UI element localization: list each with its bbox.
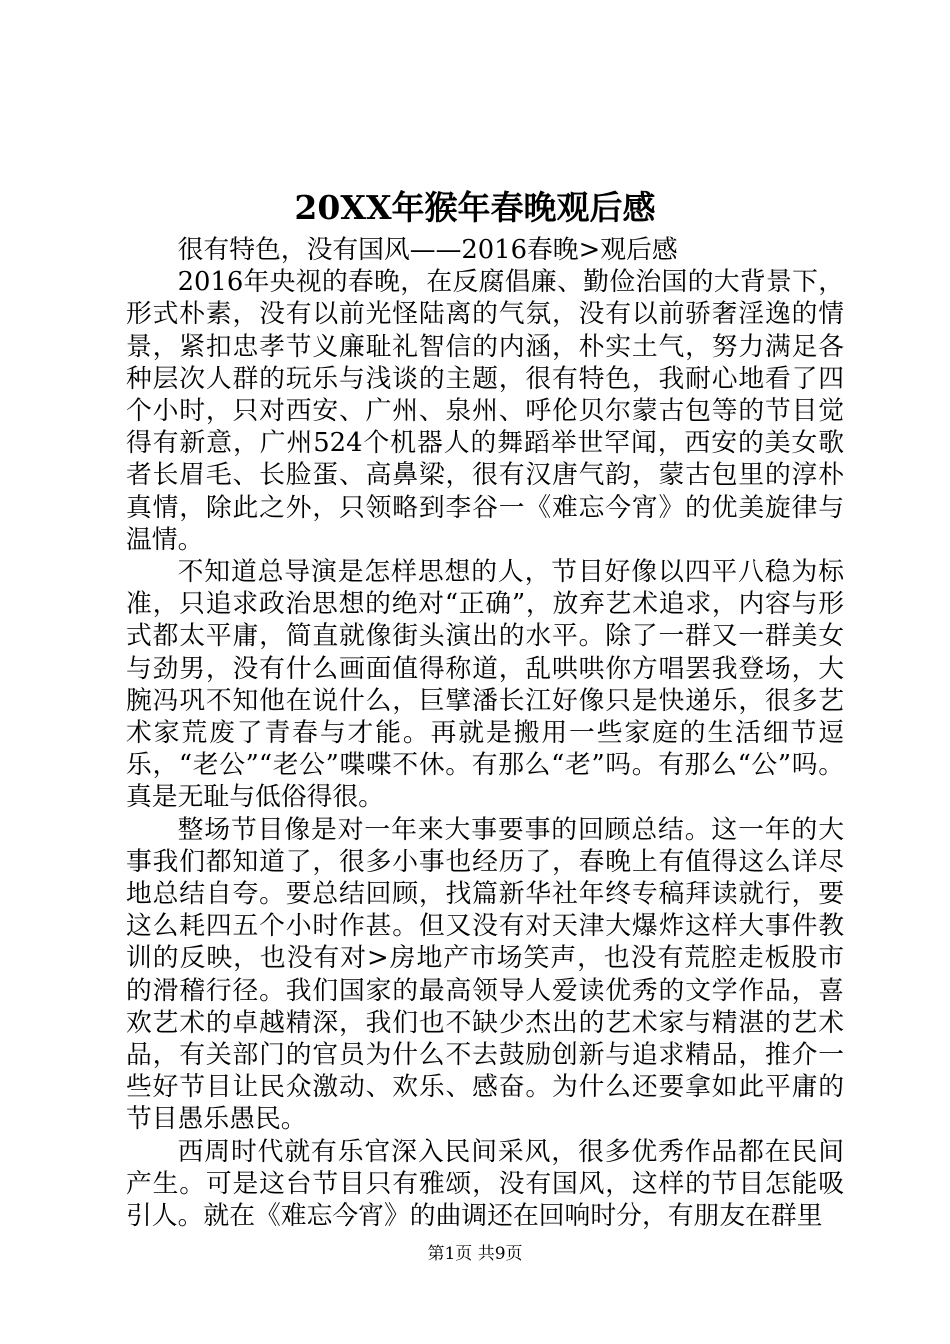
paragraph: 很有特色，没有国风——2016春晚>观后感: [177, 235, 678, 265]
paragraph: 不知道总导演是怎样思想的人，节目好像以四平八稳为标准，只追求政治思想的绝对“正确”，放弃艺术追求，内容与形式都太平庸，简直就像街头演出的水平。除了一群又一群美女与劲男，没有什么画面值得称道，乱哄哄你方唱罢我登场，大腕冯巩不知他在说什么，巨擘潘长江好像只是快递乐，很多艺术家荒废了青春与才能。再就是搬用一些家庭的生活细节逗乐，“老公”“老公”喋喋不休。有那么“老”吗。有那么“公”吗。真是无耻与低俗得很。: [126, 557, 844, 813]
page-footer: 第1页 共9页: [427, 1244, 523, 1264]
document-title: 20XX年猴年春晚观后感: [294, 188, 656, 227]
paragraph: 西周时代就有乐官深入民间采风，很多优秀作品都在民间产生。可是这台节目只有雅颂，没有国风，这样的节目怎能吸引人。就在《难忘今宵》的曲调还在回响时分，有朋友在群里: [126, 1136, 844, 1232]
paragraph: 2016年央视的春晚，在反腐倡廉、勤俭治国的大背景下，形式朴素，没有以前光怪陆离的气氛，没有以前骄奢淫逸的情景，紧扣忠孝节义廉耻礼智信的内涵，朴实土气，努力满足各种层次人群的玩乐与浅谈的主题，很有特色，我耐心地看了四个小时，只对西安、广州、泉州、呼伦贝尔蒙古包等的节目觉得有新意，广州524个机器人的舞蹈举世罕闻，西安的美女歌者长眉毛、长脸蛋、高鼻梁，很有汉唐气韵，蒙古包里的淳朴真情，除此之外，只领略到李谷一《难忘今宵》的优美旋律与温情。: [126, 267, 844, 555]
paragraph: 整场节目像是对一年来大事要事的回顾总结。这一年的大事我们都知道了，很多小事也经历了，春晚上有值得这么详尽地总结自夸。要总结回顾，找篇新华社年终专稿拜读就行，要这么耗四五个小时作甚。但又没有对天津大爆炸这样大事件教训的反映，也没有对>房地产市场笑声，也没有荒腔走板股市的滑稽行径。我们国家的最高领导人爱读优秀的文学作品，喜欢艺术的卓越精深，我们也不缺少杰出的艺术家与精湛的艺术品，有关部门的官员为什么不去鼓励创新与追求精品，推介一些好节目让民众激动、欢乐、感奋。为什么还要拿如此平庸的节目愚乐愚民。: [126, 814, 844, 1135]
document-body: [126, 234, 844, 1232]
